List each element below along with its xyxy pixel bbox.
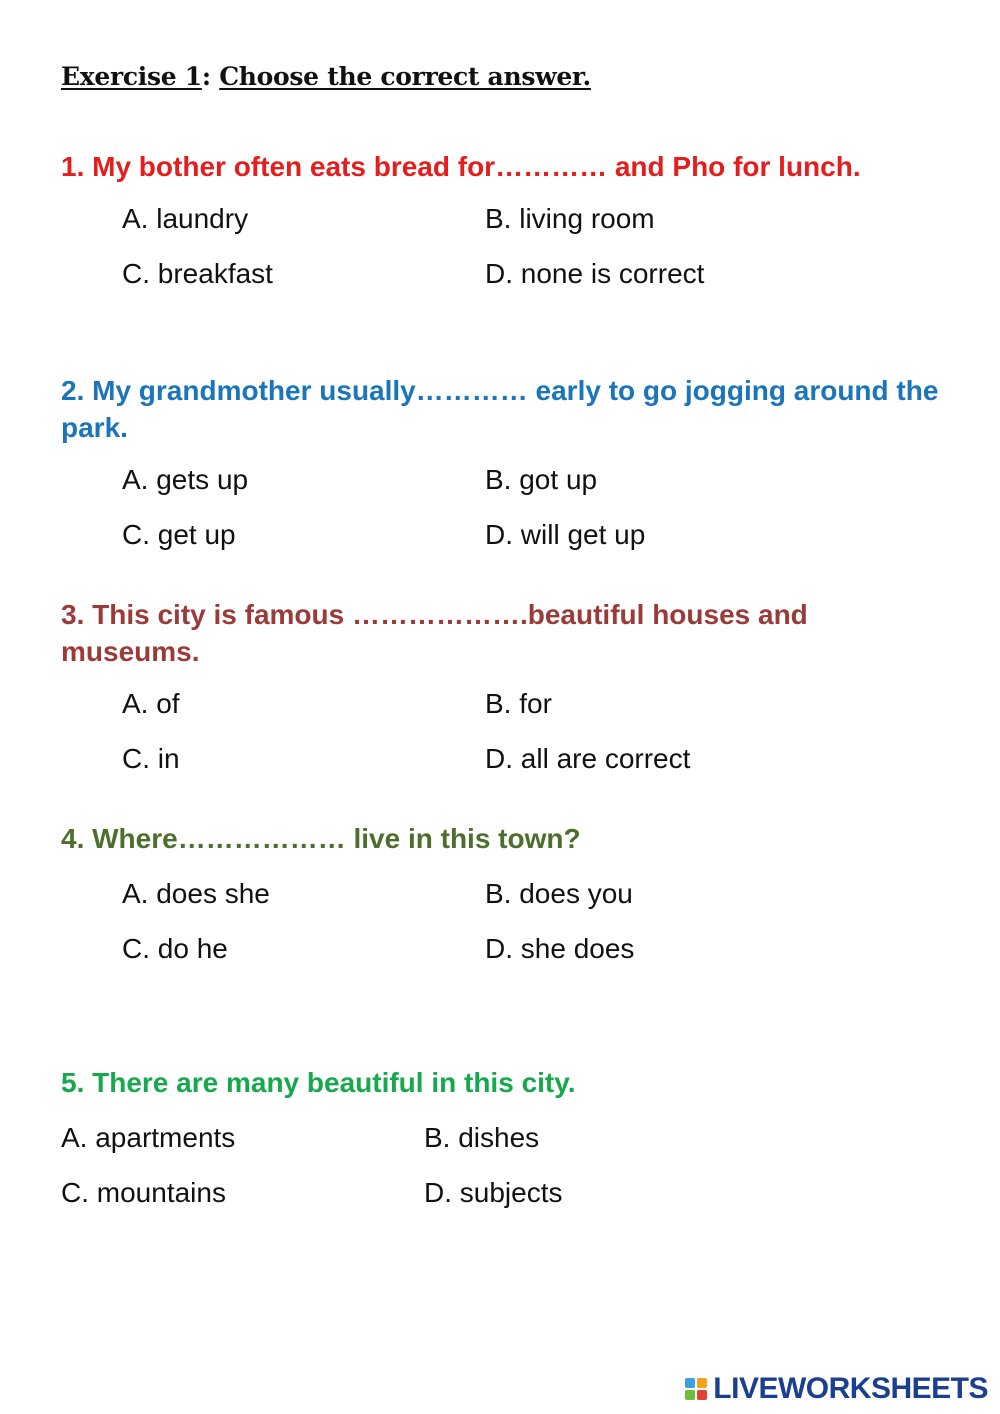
option-d[interactable]: D. subjects: [424, 1177, 563, 1208]
question-1: [61, 148, 941, 313]
liveworksheets-logo: [685, 1372, 988, 1406]
question-text: 2. My grandmother usually………… early to go jogging around the park.: [61, 375, 939, 443]
exercise-instruction: Choose the correct answer.: [219, 62, 591, 91]
option-a[interactable]: A. of: [122, 688, 180, 719]
option-b[interactable]: B. does you: [485, 878, 633, 909]
option-c[interactable]: C. do he: [122, 933, 228, 964]
question-text: 3. This city is famous ……………….beautiful houses and museums.: [61, 599, 808, 667]
logo-mark-icon: [685, 1378, 707, 1400]
option-a[interactable]: A. laundry: [122, 203, 249, 234]
option-a[interactable]: A. does she: [122, 878, 270, 909]
option-d[interactable]: D. will get up: [485, 519, 646, 550]
exercise-title: [61, 62, 591, 91]
option-b[interactable]: B. living room: [485, 203, 655, 234]
option-a[interactable]: A. gets up: [122, 464, 249, 495]
option-b[interactable]: B. dishes: [424, 1122, 540, 1153]
question-text: 5. There are many beautiful in this city.: [61, 1067, 576, 1098]
exercise-label: Exercise 1: [61, 62, 202, 91]
option-c[interactable]: C. breakfast: [122, 258, 273, 289]
question-text: 4. Where……………… live in this town?: [61, 823, 581, 854]
option-c[interactable]: C. mountains: [61, 1177, 226, 1208]
option-c[interactable]: C. get up: [122, 519, 236, 550]
option-b[interactable]: B. for: [485, 688, 552, 719]
question-4: [61, 820, 941, 988]
option-d[interactable]: D. all are correct: [485, 743, 691, 774]
question-2: [61, 372, 941, 574]
option-d[interactable]: D. none is correct: [485, 258, 705, 289]
option-a[interactable]: A. apartments: [61, 1122, 236, 1153]
question-text: 1. My bother often eats bread for………… and Pho for lunch.: [61, 151, 861, 182]
option-c[interactable]: C. in: [122, 743, 180, 774]
title-colon: :: [201, 62, 211, 91]
option-b[interactable]: B. got up: [485, 464, 598, 495]
option-d[interactable]: D. she does: [485, 933, 635, 964]
question-3: [61, 596, 941, 798]
logo-text: LIVEWORKSHEETS: [713, 1372, 988, 1405]
question-5: [61, 1064, 941, 1232]
